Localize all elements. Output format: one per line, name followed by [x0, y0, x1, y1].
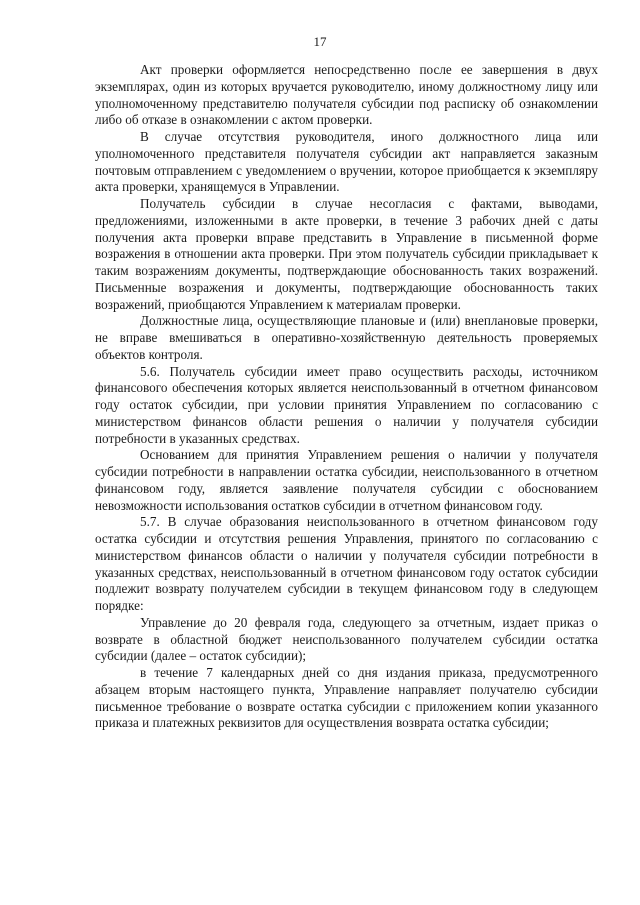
paragraph: В случае отсутствия руководителя, иного должностного лица или уполномоченного представителя получателя субсидии акт направляется заказным почтовым отправлением с уведомлением о вручении, которое приобщается к экземпляру акта проверки, хранящемуся в Управлении.: [95, 129, 598, 195]
paragraph: Акт проверки оформляется непосредственно после ее завершения в двух экземплярах, один из которых вручается руководителю, иному должностному лицу или уполномоченному представителю получателя субсидии под расписку об ознакомлении либо об отказе в ознакомлении с актом проверки.: [95, 62, 598, 128]
paragraph: в течение 7 календарных дней со дня издания приказа, предусмотренного абзацем вторым настоящего пункта, Управление направляет получателю субсидии письменное требование о возврате остатка субсидии с приложением копии указанного приказа и платежных реквизитов для осуществления возврата остатка субсидии;: [95, 665, 598, 731]
paragraph: Получатель субсидии в случае несогласия с фактами, выводами, предложениями, изложенными в акте проверки, в течение 3 рабочих дней с даты получения акта проверки вправе представить в Управление в письменной форме возражения в отношении акта проверки. При этом получатель субсидии прикладывает к таким возражениям документы, подтверждающие обоснованность таких возражений. Письменные возражения и документы, подтверждающие обоснованность таких возражений, приобщаются Управлением к материалам проверки.: [95, 196, 598, 312]
paragraph: 5.6. Получатель субсидии имеет право осуществить расходы, источником финансового обеспечения которых является неиспользованный в отчетном финансовом году остаток субсидии, при условии принятия Управлением по согласованию с министерством финансов области решения о наличии у получателя субсидии потребности в указанных средствах.: [95, 363, 598, 446]
paragraph: Основанием для принятия Управлением решения о наличии у получателя субсидии потребности в направлении остатка субсидии, неиспользованного в отчетном финансовом году, является заявление получателя субсидии с обоснованием невозможности использования остатков субсидии в отчетном финансовом году.: [95, 447, 598, 513]
paragraph: Управление до 20 февраля года, следующего за отчетным, издает приказ о возврате в областной бюджет неиспользованного получателем субсидии остатка субсидии (далее – остаток субсидии);: [95, 614, 598, 664]
page-number: 17: [313, 34, 327, 49]
paragraph: 5.7. В случае образования неиспользованного в отчетном финансовом году остатка субсидии и отсутствия решения Управления, принятого по согласованию с министерством финансов области о наличии у получателя субсидии потребности в указанных средствах, неиспользованный в отчетном финансовом году остаток субсидии подлежит возврату получателем субсидии в текущем финансовом году в следующем порядке:: [95, 514, 598, 613]
document-body: [95, 62, 598, 732]
paragraph: Должностные лица, осуществляющие плановые и (или) внеплановые проверки, не вправе вмешиваться в оперативно-хозяйственную деятельность проверяемых объектов контроля.: [95, 313, 598, 362]
